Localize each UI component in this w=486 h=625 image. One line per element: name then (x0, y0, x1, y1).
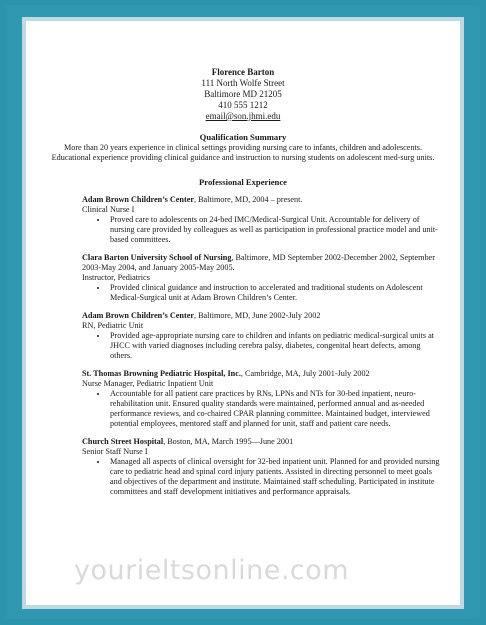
job-entry (82, 437, 440, 497)
contact-phone: 410 555 1212 (218, 100, 268, 110)
job-entry (82, 195, 440, 245)
job-bullet: • Proved care to adolescents on 24-bed IMC/Medical-Surgical Unit. Accountable for delivery of nursing care provided by colleagues as well as participation in professional practice model and unit-based committees. (108, 215, 440, 245)
contact-name: Florence Barton (211, 67, 275, 77)
job-bullets (82, 331, 440, 361)
job-bullet: • Accountable for all patient care practices by RNs, LPNs and NTs for 30-bed inpatient, neuro-rehabilitation unit. Ensured quality standards were maintained, performed annual and as-needed performance reviews, and co-chaired CPAR planning committee. Maintained budget, interviewed potential employees, mentored staff and planned for unit, staff and patient care needs. (108, 389, 440, 429)
summary-title: Qualification Summary (199, 132, 287, 142)
experience-title: Professional Experience (199, 177, 287, 187)
job-role: RN, Pediatric Unit (82, 321, 144, 330)
resume-page (26, 21, 460, 605)
summary-text: More than 20 years experience in clinical settings providing nursing care to infants, children and adolescents. Educational experience providing clinical guidance and instruction to nursing students on adolescent med-surg units. (51, 143, 435, 162)
job-bullet: • Provided clinical guidance and instruction to accelerated and traditional students on Adolescent Medical-Surgical unit at Adam Brown Children’s Center. (108, 283, 440, 303)
job-bullets (82, 457, 440, 497)
job-details: , Baltimore, MD, 2004 – present. (193, 195, 303, 204)
job-details: , Baltimore, MD September 2002-December 2002, September 2003-May 2004, and January 2005-May 2005. (82, 253, 435, 272)
job-org: St. Thomas Browning Pediatric Hospital, Inc. (82, 369, 241, 378)
experience-list (26, 195, 460, 497)
contact-street: 111 North Wolfe Street (201, 78, 285, 88)
document-border (22, 17, 464, 609)
job-role: Instructor, Pediatrics (82, 273, 150, 282)
job-details: , Cambridge, MA, July 2001-July 2002 (240, 369, 370, 378)
job-role: Clinical Nurse I (82, 205, 135, 214)
job-entry (82, 311, 440, 361)
job-org: Church Street Hospital (82, 437, 164, 446)
job-details: , Boston, MA, March 1995—June 2001 (163, 437, 294, 446)
job-bullets (82, 283, 440, 303)
job-org: Adam Brown Children’s Center (82, 311, 194, 320)
job-bullet: • Provided age-appropriate nursing care to children and infants on pediatric medical-surgical units at JHCC with varied diagnoses including cerebra palsy, diabetes, congenital heart defects, among others. (108, 331, 440, 361)
contact-email-link[interactable]: email@son.jhmi.edu (205, 111, 281, 121)
contact-city: Baltimore MD 21205 (204, 89, 282, 99)
job-entry (82, 369, 440, 429)
job-bullets (82, 215, 440, 245)
job-org: Clara Barton University School of Nursing (82, 253, 232, 262)
job-entry (82, 253, 440, 303)
page-frame (6, 5, 480, 619)
job-details: , Baltimore, MD, June 2002-July 2002 (193, 311, 321, 320)
watermark: yourieltsonline.com (74, 555, 350, 586)
job-role: Senior Staff Nurse I (82, 447, 148, 456)
job-org: Adam Brown Children’s Center (82, 195, 194, 204)
contact-block (26, 67, 460, 122)
job-bullet: • Managed all aspects of clinical oversight for 32-bed inpatient unit. Planned for and provided nursing care to pediatric head and spinal cord injury patients. Assisted in directing personnel to meet goals and objectives of the department and institute. Maintained staff scheduling. Participated in institute committees and staff development initiatives and performance appraisals. (108, 457, 440, 497)
job-bullets (82, 389, 440, 429)
job-role: Nurse Manager, Pediatric Inpatient Unit (82, 379, 214, 388)
